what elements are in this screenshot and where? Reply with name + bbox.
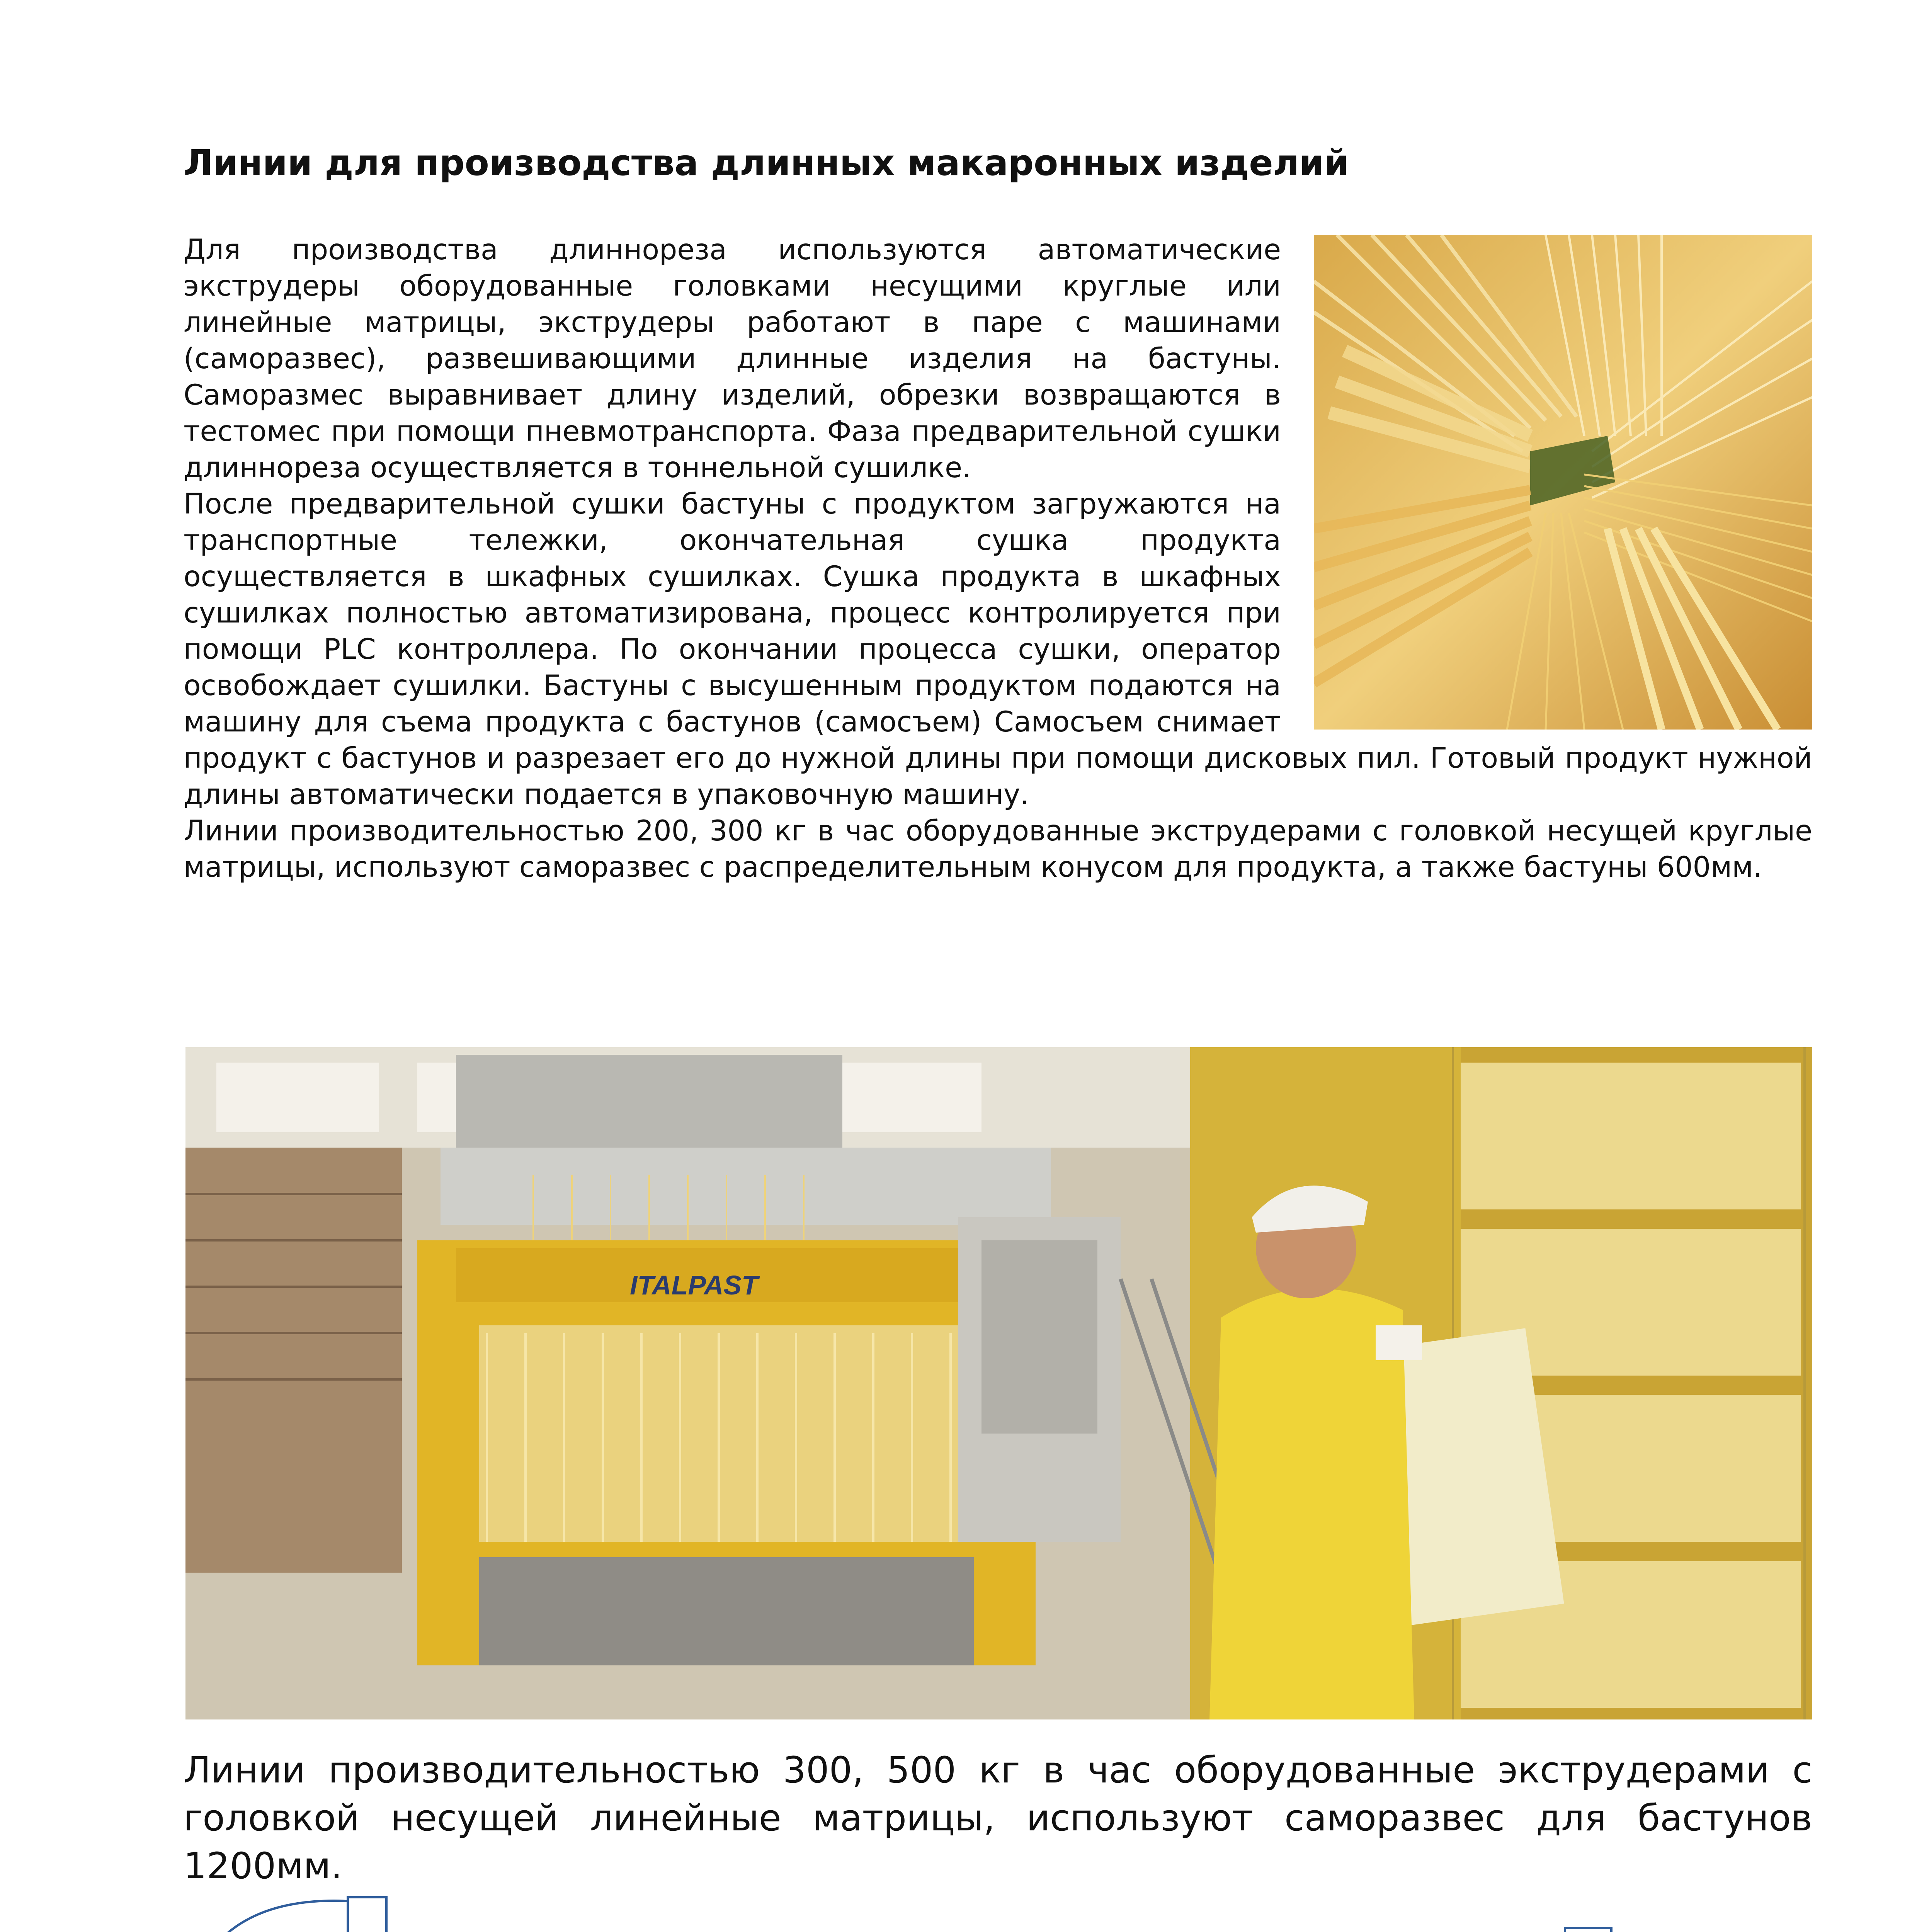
page-title: Линии для производства длинных макаронных изделий bbox=[184, 142, 1349, 184]
intro-text bbox=[184, 232, 1812, 886]
paragraph-3: Линии производительностью 200, 300 кг в час оборудованные экструдерами с головкой несущей круглые матрицы, используют саморазвес с распределительным конусом для продукта, а также бастуны 600мм. bbox=[184, 815, 1812, 884]
machine-brand-label: ITALPAST bbox=[630, 1270, 758, 1300]
production-line-scheme bbox=[185, 1882, 1812, 1932]
pasta-closeup-photo bbox=[1314, 235, 1812, 730]
factory-line-photo bbox=[185, 1047, 1812, 1719]
paragraph-1: Для производства длиннореза используются автоматические экструдеры оборудованные головками несущими круглые или линейные матрицы, экструдеры работают в паре с машинами (саморазвес), развешивающими длинные изделия на бастуны. Саморазмес выравнивает длину изделий, обрезки возвращаются в тестомес при помощи пневмотранспорта. Фаза предварительной сушки длиннореза осуществляется в тоннельной сушилке. bbox=[184, 233, 1281, 484]
line-capacity-caption: Линии производительностью 300, 500 кг в час оборудованные экструдерами с головкой несущей линейные матрицы, используют саморазвес для бастунов 1200мм. bbox=[184, 1749, 1812, 1887]
paragraph-2: После предварительной сушки бастуны с продуктом загружаются на транспортные тележки, окончательная сушка продукта осуществляется в шкафных сушилках. Сушка продукта в шкафных сушилках полностью автоматизирована, процесс контролируется при помощи PLC контроллера. По окончании процесса сушки, оператор освобождает сушилки. Бастуны с высушенным продуктом подаются на машину для съема продукта с бастунов (самосъем) Самосъем снимает продукт с бастунов и разрезает его до нужной длины при помощи дисковых пил. Готовый продукт нужной длины автоматически подается в упаковочную машину. bbox=[184, 488, 1812, 811]
